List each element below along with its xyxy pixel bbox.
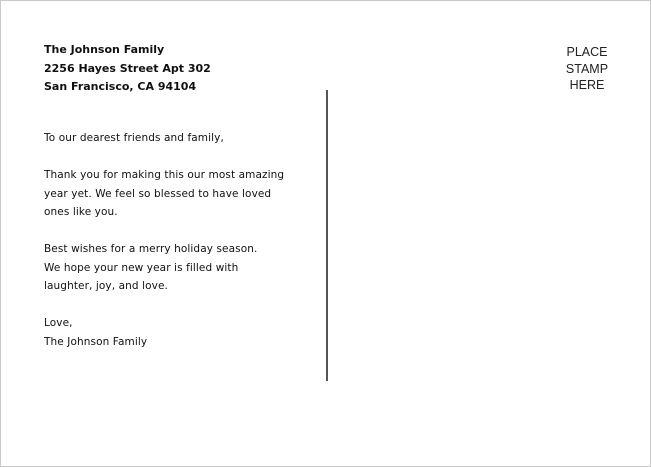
return-address-city: San Francisco, CA 94104 — [44, 80, 197, 93]
return-address-street: 2256 Hayes Street Apt 302 — [44, 61, 211, 75]
return-address-name: The Johnson Family — [44, 43, 165, 56]
message-signature: The Johnson Family — [44, 335, 148, 348]
center-divider — [326, 90, 328, 381]
message-line: ones like you. — [44, 206, 118, 218]
return-address — [44, 41, 211, 97]
stamp-line-stamp: STAMP — [565, 61, 609, 76]
message-line: year yet. We feel so blessed to have loved — [44, 187, 272, 200]
stamp-line-here: HERE — [569, 78, 605, 92]
message-line: We hope your new year is filled with — [44, 261, 239, 274]
message-body — [44, 129, 294, 351]
message-closing: Love, — [44, 317, 73, 329]
message-line: Thank you for making this our most amazing — [44, 169, 285, 181]
stamp-line-place: PLACE — [566, 45, 608, 59]
message-line: Best wishes for a merry holiday season. — [44, 243, 258, 255]
message-greeting: To our dearest friends and family, — [44, 132, 224, 144]
message-paragraph-wishes — [44, 240, 294, 296]
message-line: laughter, joy, and love. — [44, 280, 168, 292]
stamp-placeholder — [552, 44, 622, 94]
message-paragraph-thanks — [44, 166, 294, 222]
message-signoff — [44, 314, 294, 351]
